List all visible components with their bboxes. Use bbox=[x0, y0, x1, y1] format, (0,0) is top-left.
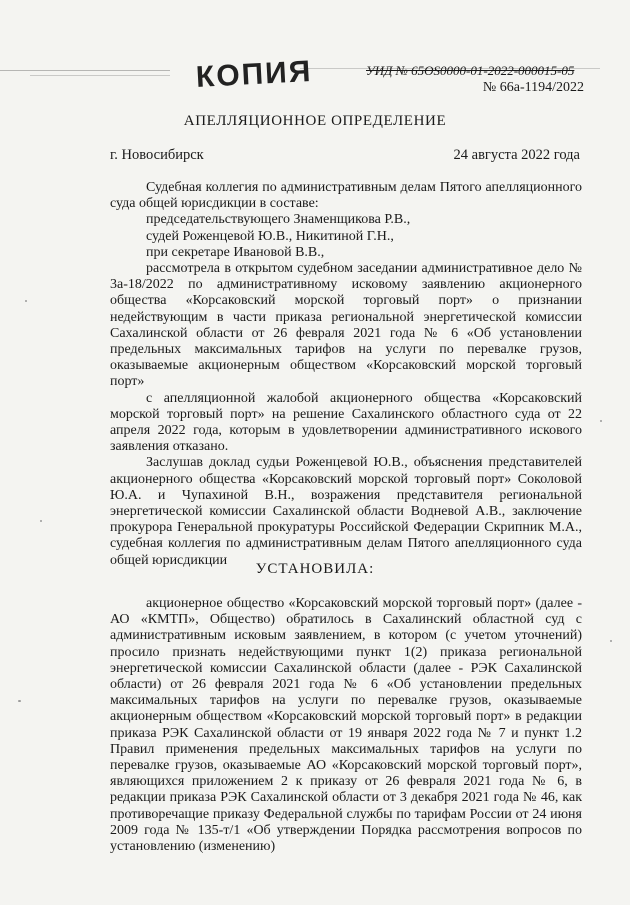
intro-section bbox=[110, 180, 582, 569]
scan-speck bbox=[25, 300, 27, 302]
scan-line-top-left bbox=[0, 70, 170, 71]
intro-paragraph: председательствующего Знаменщикова Р.В., bbox=[146, 212, 411, 228]
scan-speck bbox=[600, 420, 602, 422]
intro-paragraph: Судебная коллегия по административным делам Пятого апелляционного суда общей юрисдикции в составе: bbox=[110, 180, 582, 212]
scan-speck bbox=[18, 700, 21, 702]
case-number: № 66а-1194/2022 bbox=[482, 80, 584, 95]
section-heading: УСТАНОВИЛА: bbox=[255, 561, 375, 577]
copy-stamp: КОПИЯ bbox=[195, 54, 314, 95]
scan-speck bbox=[610, 640, 612, 642]
intro-paragraph: с апелляционной жалобой акционерного общества «Корсаковский морской торговый порт» на решение Сахалинского областного суда от 22 апреля 2022 года, которым в удовлетворении административного искового заявления отказано. bbox=[110, 390, 582, 455]
intro-paragraph: при секретаре Ивановой В.В., bbox=[146, 244, 325, 260]
document-title: АПЕЛЛЯЦИОННОЕ ОПРЕДЕЛЕНИЕ bbox=[183, 113, 447, 129]
intro-paragraph: судей Роженцевой Ю.В., Никитиной Г.Н., bbox=[146, 228, 394, 244]
place: г. Новосибирск bbox=[110, 147, 204, 163]
intro-paragraph: Заслушав доклад судьи Роженцевой Ю.В., объяснения представителей акционерного общества «Корсаковский морской торговый порт» Соколовой Ю.А. и Чупахиной В.Н., возражения представителя региональной энергетической комиссии Сахалинской области Водневой А.В., заключение прокурора Генеральной прокуратуры Российской Федерации Скрипник М.А., судебная коллегия по административным делам Пятого апелляционного суда общей юрисдикции bbox=[110, 455, 582, 568]
body-section bbox=[110, 596, 582, 855]
scan-speck bbox=[40, 520, 42, 522]
uid-number: УИД № 65OS0000-01-2022-000015-05 bbox=[366, 63, 575, 78]
intro-paragraph: рассмотрела в открытом судебном заседании административное дело № 3а-18/2022 по административному исковому заявлению акционерного общества «Корсаковский морской торговый порт» о признании недействующим в части приказа региональной энергетической комиссии Сахалинской области от 26 февраля 2021 года № 6 «Об установлении предельных максимальных тарифов на услуги по перевалке грузов, оказываемые акционерным обществом «Корсаковский морской торговый порт» bbox=[110, 261, 582, 390]
date: 24 августа 2022 года bbox=[453, 147, 580, 163]
body-paragraph: акционерное общество «Корсаковский морской торговый порт» (далее - АО «КМТП», Общество) обратилось в Сахалинский областной суд с административным исковым заявлением, в котором (с учетом уточнений) просило признать недействующими пункт 1(2) приказа региональной энергетической комиссии Сахалинской области (далее - РЭК Сахалинской области) от 26 февраля 2021 года № 6 «Об установлении предельных максимальных тарифов на услуги по перевалке грузов, оказываемые акционерным обществом «Корсаковский морской торговый порт» в редакции приказа РЭК Сахалинской области от 19 января 2022 года № 7 и пункт 1.2 Правил применения предельных максимальных тарифов на услуги по перевалке грузов, оказываемые АО «Корсаковский морской торговый порт», являющихся приложением 2 к приказу от 26 февраля 2021 года № 6, в редакции приказа РЭК Сахалинской области от 3 декабря 2021 года № 46, как противоречащие приказу Федеральной службы по тарифам России от 24 июня 2009 года № 135-т/1 «Об утверждении Порядка рассмотрения вопросов по установлению (изменению) bbox=[110, 596, 582, 855]
scan-line-top-left-2 bbox=[30, 75, 170, 76]
